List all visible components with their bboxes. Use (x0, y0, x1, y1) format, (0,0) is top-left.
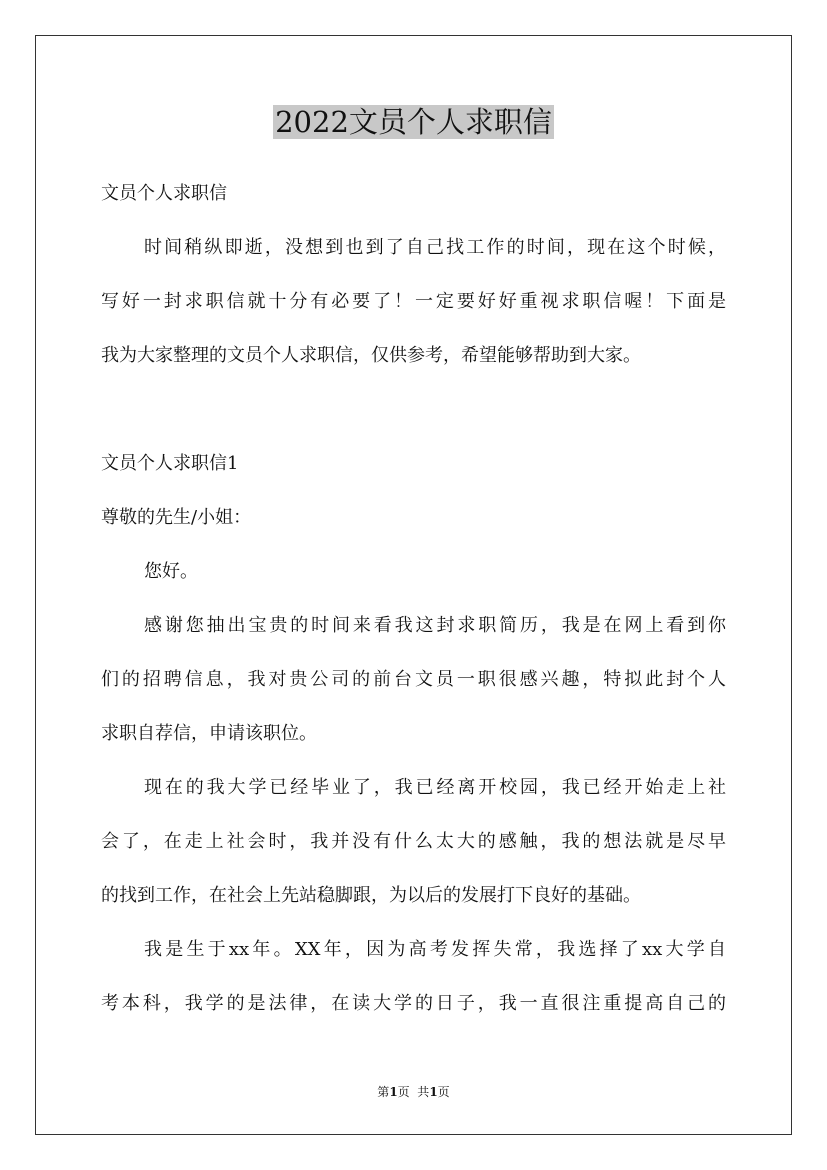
page-footer (0, 1084, 827, 1100)
footer-mid: 页 共 (397, 1085, 430, 1099)
document-title-text: 2022文员个人求职信 (275, 105, 552, 139)
body-paragraph-line: 的找到工作，在社会上先站稳脚跟，为以后的发展打下良好的基础。 (101, 885, 641, 906)
footer-suffix: 页 (437, 1085, 450, 1099)
body-paragraph-line: 我是生于xx年。XX年，因为高考发挥失常，我选择了xx大学自 (144, 939, 726, 960)
section-heading: 文员个人求职信 (101, 183, 227, 204)
current-page-number: 1 (389, 1085, 398, 1099)
body-paragraph-line: 求职自荐信，申请该职位。 (101, 723, 317, 744)
body-paragraph-line: 考本科，我学的是法律，在读大学的日子，我一直很注重提高自己的 (101, 993, 726, 1014)
footer-prefix: 第 (377, 1085, 390, 1099)
total-page-number: 1 (429, 1085, 438, 1099)
intro-paragraph-line: 写好一封求职信就十分有必要了！一定要好好重视求职信喔！下面是 (101, 291, 726, 312)
greeting: 您好。 (144, 561, 198, 582)
body-paragraph-line: 感谢您抽出宝贵的时间来看我这封求职简历，我是在网上看到你 (144, 615, 726, 636)
document-title (0, 102, 827, 142)
body-paragraph-line: 现在的我大学已经毕业了，我已经离开校园，我已经开始走上社 (144, 777, 726, 798)
body-paragraph-line: 会了，在走上社会时，我并没有什么太大的感触，我的想法就是尽早 (101, 831, 726, 852)
salutation: 尊敬的先生/小姐： (101, 507, 252, 528)
intro-paragraph-line: 我为大家整理的文员个人求职信，仅供参考，希望能够帮助到大家。 (101, 345, 641, 366)
body-paragraph-line: 们的招聘信息，我对贵公司的前台文员一职很感兴趣，特拟此封个人 (101, 669, 726, 690)
intro-paragraph-line: 时间稍纵即逝，没想到也到了自己找工作的时间，现在这个时候， (144, 237, 726, 258)
letter-heading: 文员个人求职信1 (101, 453, 239, 474)
